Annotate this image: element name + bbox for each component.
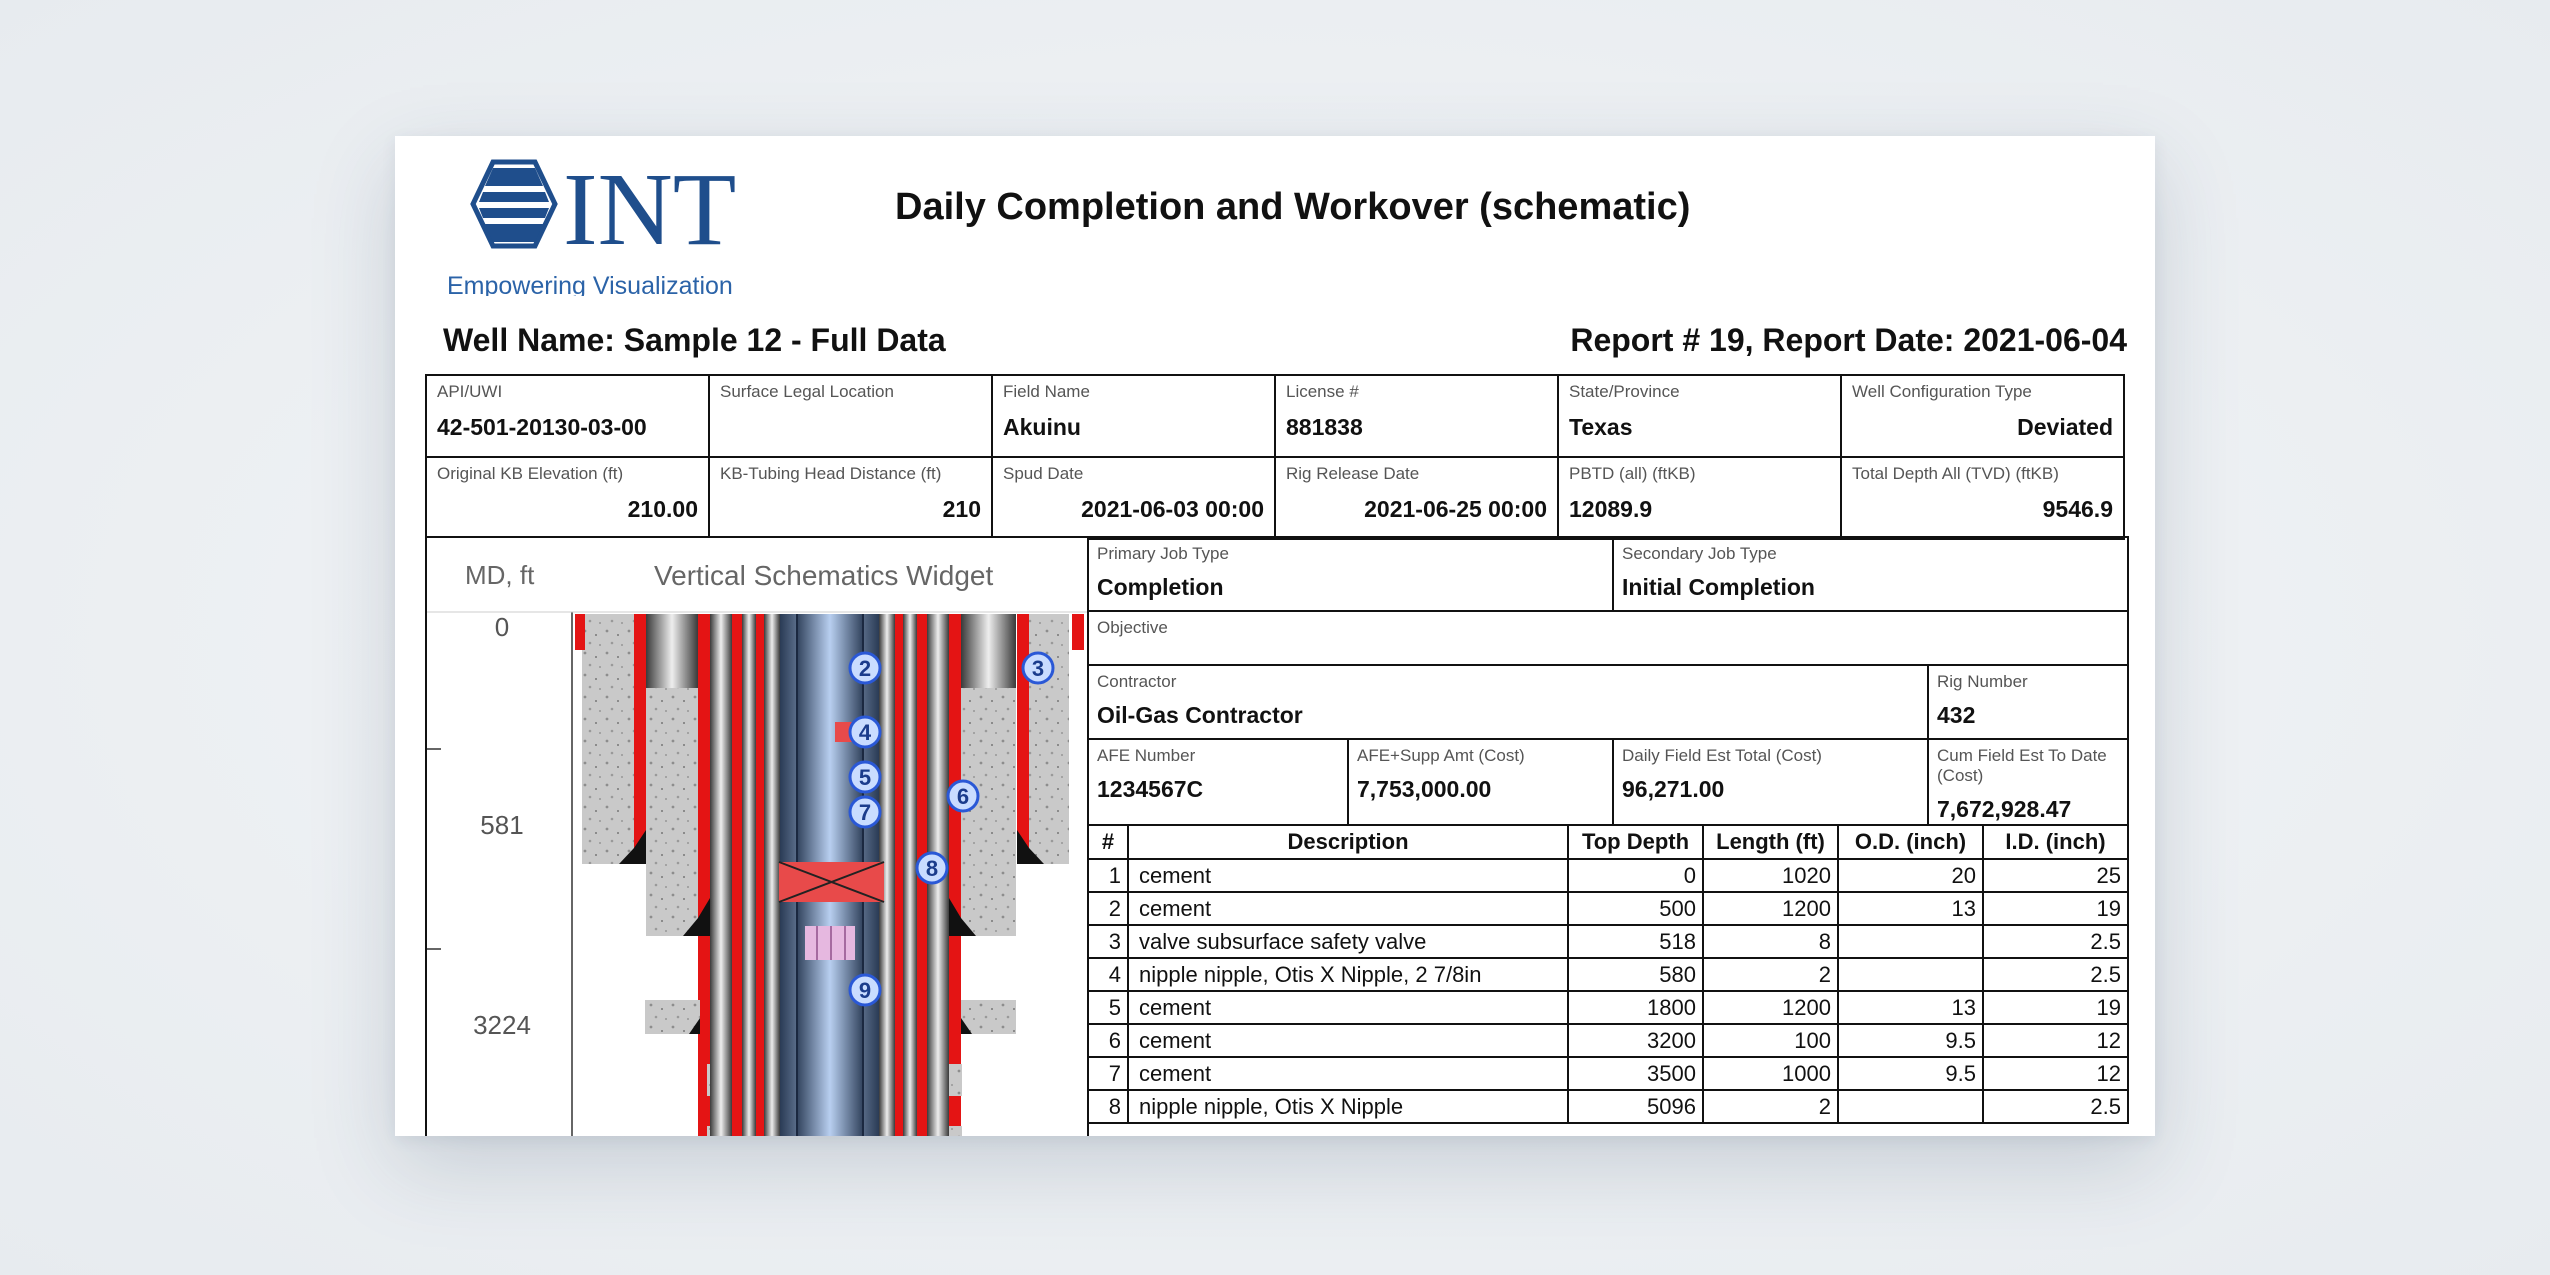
well-info-table — [425, 374, 2125, 540]
cell-state: State/Province Texas — [1558, 375, 1841, 457]
col-header-od: O.D. (inch) — [1838, 825, 1983, 859]
cell-objective: Objective — [1088, 611, 2128, 665]
production-casing-left — [732, 614, 742, 1136]
marker-5[interactable] — [850, 762, 880, 792]
cell-spud-date: Spud Date 2021-06-03 00:00 — [992, 457, 1275, 539]
intermediate-casing-right — [949, 614, 961, 1136]
table-row: 3 valve subsurface safety valve 518 8 2.5 — [1088, 925, 2128, 958]
svg-text:4: 4 — [858, 720, 872, 745]
well-name: Well Name: Sample 12 - Full Data — [443, 322, 946, 358]
svg-text:2: 2 — [858, 656, 872, 681]
depth-label-0: 0 — [494, 612, 510, 642]
depth-label-3224: 3224 — [473, 1010, 531, 1040]
outer-casing-left — [634, 614, 646, 864]
report-page — [395, 136, 2155, 1136]
cell-afe-supp: AFE+Supp Amt (Cost) 7,753,000.00 — [1348, 739, 1613, 827]
packer-element — [779, 862, 884, 902]
marker-6[interactable] — [948, 781, 978, 811]
col-header-length: Length (ft) — [1703, 825, 1838, 859]
svg-text:5: 5 — [858, 765, 872, 790]
cell-kb-tubing: KB-Tubing Head Distance (ft) 210 — [709, 457, 992, 539]
cell-surface-location: Surface Legal Location — [709, 375, 992, 457]
table-row: 7 cement 3500 1000 9.5 12 — [1088, 1057, 2128, 1090]
intermediate-casing-left — [698, 614, 710, 1136]
svg-text:6: 6 — [956, 784, 970, 809]
table-row: 8 nipple nipple, Otis X Nipple 5096 2 2.5 — [1088, 1090, 2128, 1123]
cell-rig-release: Rig Release Date 2021-06-25 00:00 — [1275, 457, 1558, 539]
svg-text:8: 8 — [925, 856, 939, 881]
report-number-date: Report # 19, Report Date: 2021-06-04 — [1570, 322, 2127, 358]
cell-config-type: Well Configuration Type Deviated — [1841, 375, 2124, 457]
table-row: 5 cement 1800 1200 13 19 — [1088, 991, 2128, 1024]
marker-7[interactable] — [850, 797, 880, 827]
marker-3[interactable] — [1023, 653, 1053, 683]
table-row: 2 cement 500 1200 13 19 — [1088, 892, 2128, 925]
col-header-description: Description — [1128, 825, 1568, 859]
components-header-row — [1088, 825, 2128, 859]
cell-total-depth: Total Depth All (TVD) (ftKB) 9546.9 — [1841, 457, 2124, 539]
svg-text:7: 7 — [858, 800, 872, 825]
wellbore-diagram — [427, 538, 1087, 1136]
cell-kb-elevation: Original KB Elevation (ft) 210.00 — [426, 457, 709, 539]
outer-cement-left — [582, 614, 642, 864]
job-info-table — [1087, 536, 2129, 828]
cell-pbtd: PBTD (all) (ftKB) 12089.9 — [1558, 457, 1841, 539]
svg-text:3: 3 — [1031, 656, 1045, 681]
api-value: 42-501-20130-03-00 — [437, 414, 647, 440]
table-row: 6 cement 3200 100 9.5 12 — [1088, 1024, 2128, 1057]
vertical-schematic-widget[interactable] — [425, 536, 1089, 1136]
nipple-element — [805, 926, 855, 960]
depth-axis-label: MD, ft — [465, 560, 535, 590]
table-row: 4 nipple nipple, Otis X Nipple, 2 7/8in 580 2 2.5 — [1088, 958, 2128, 991]
depth-label-581: 581 — [480, 810, 524, 840]
marker-2[interactable] — [850, 653, 880, 683]
cell-field-name: Field Name Akuinu — [992, 375, 1275, 457]
logo-emblem-icon — [445, 146, 775, 296]
components-table — [1087, 824, 2129, 1124]
cell-rig-number: Rig Number 432 — [1928, 665, 2128, 739]
marker-8[interactable] — [917, 853, 947, 883]
cell-afe-number: AFE Number 1234567C — [1088, 739, 1348, 827]
marker-4[interactable] — [850, 717, 880, 747]
svg-text:9: 9 — [858, 978, 872, 1003]
company-logo — [445, 146, 775, 296]
cell-license: License # 881838 — [1275, 375, 1558, 457]
cell-cum-field-est: Cum Field Est To Date (Cost) 7,672,928.47 — [1928, 739, 2128, 827]
logo-wordmark: INT — [563, 152, 737, 267]
widget-title: Vertical Schematics Widget — [654, 560, 994, 591]
col-header-top-depth: Top Depth — [1568, 825, 1703, 859]
document-title: Daily Completion and Workover (schematic) — [895, 186, 1691, 228]
cell-primary-job: Primary Job Type Completion — [1088, 537, 1613, 611]
table-row: 1 cement 0 1020 20 25 — [1088, 859, 2128, 892]
cell-api: API/UWI 42-501-20130-03-00 — [426, 375, 709, 457]
marker-9[interactable] — [850, 975, 880, 1005]
col-header-number: # — [1088, 825, 1128, 859]
cell-daily-field-est: Daily Field Est Total (Cost) 96,271.00 — [1613, 739, 1928, 827]
logo-tagline: Empowering Visualization — [447, 272, 733, 296]
cell-secondary-job: Secondary Job Type Initial Completion — [1613, 537, 2128, 611]
col-header-id: I.D. (inch) — [1983, 825, 2128, 859]
cell-contractor: Contractor Oil-Gas Contractor — [1088, 665, 1928, 739]
outer-casing-right — [1017, 614, 1029, 864]
